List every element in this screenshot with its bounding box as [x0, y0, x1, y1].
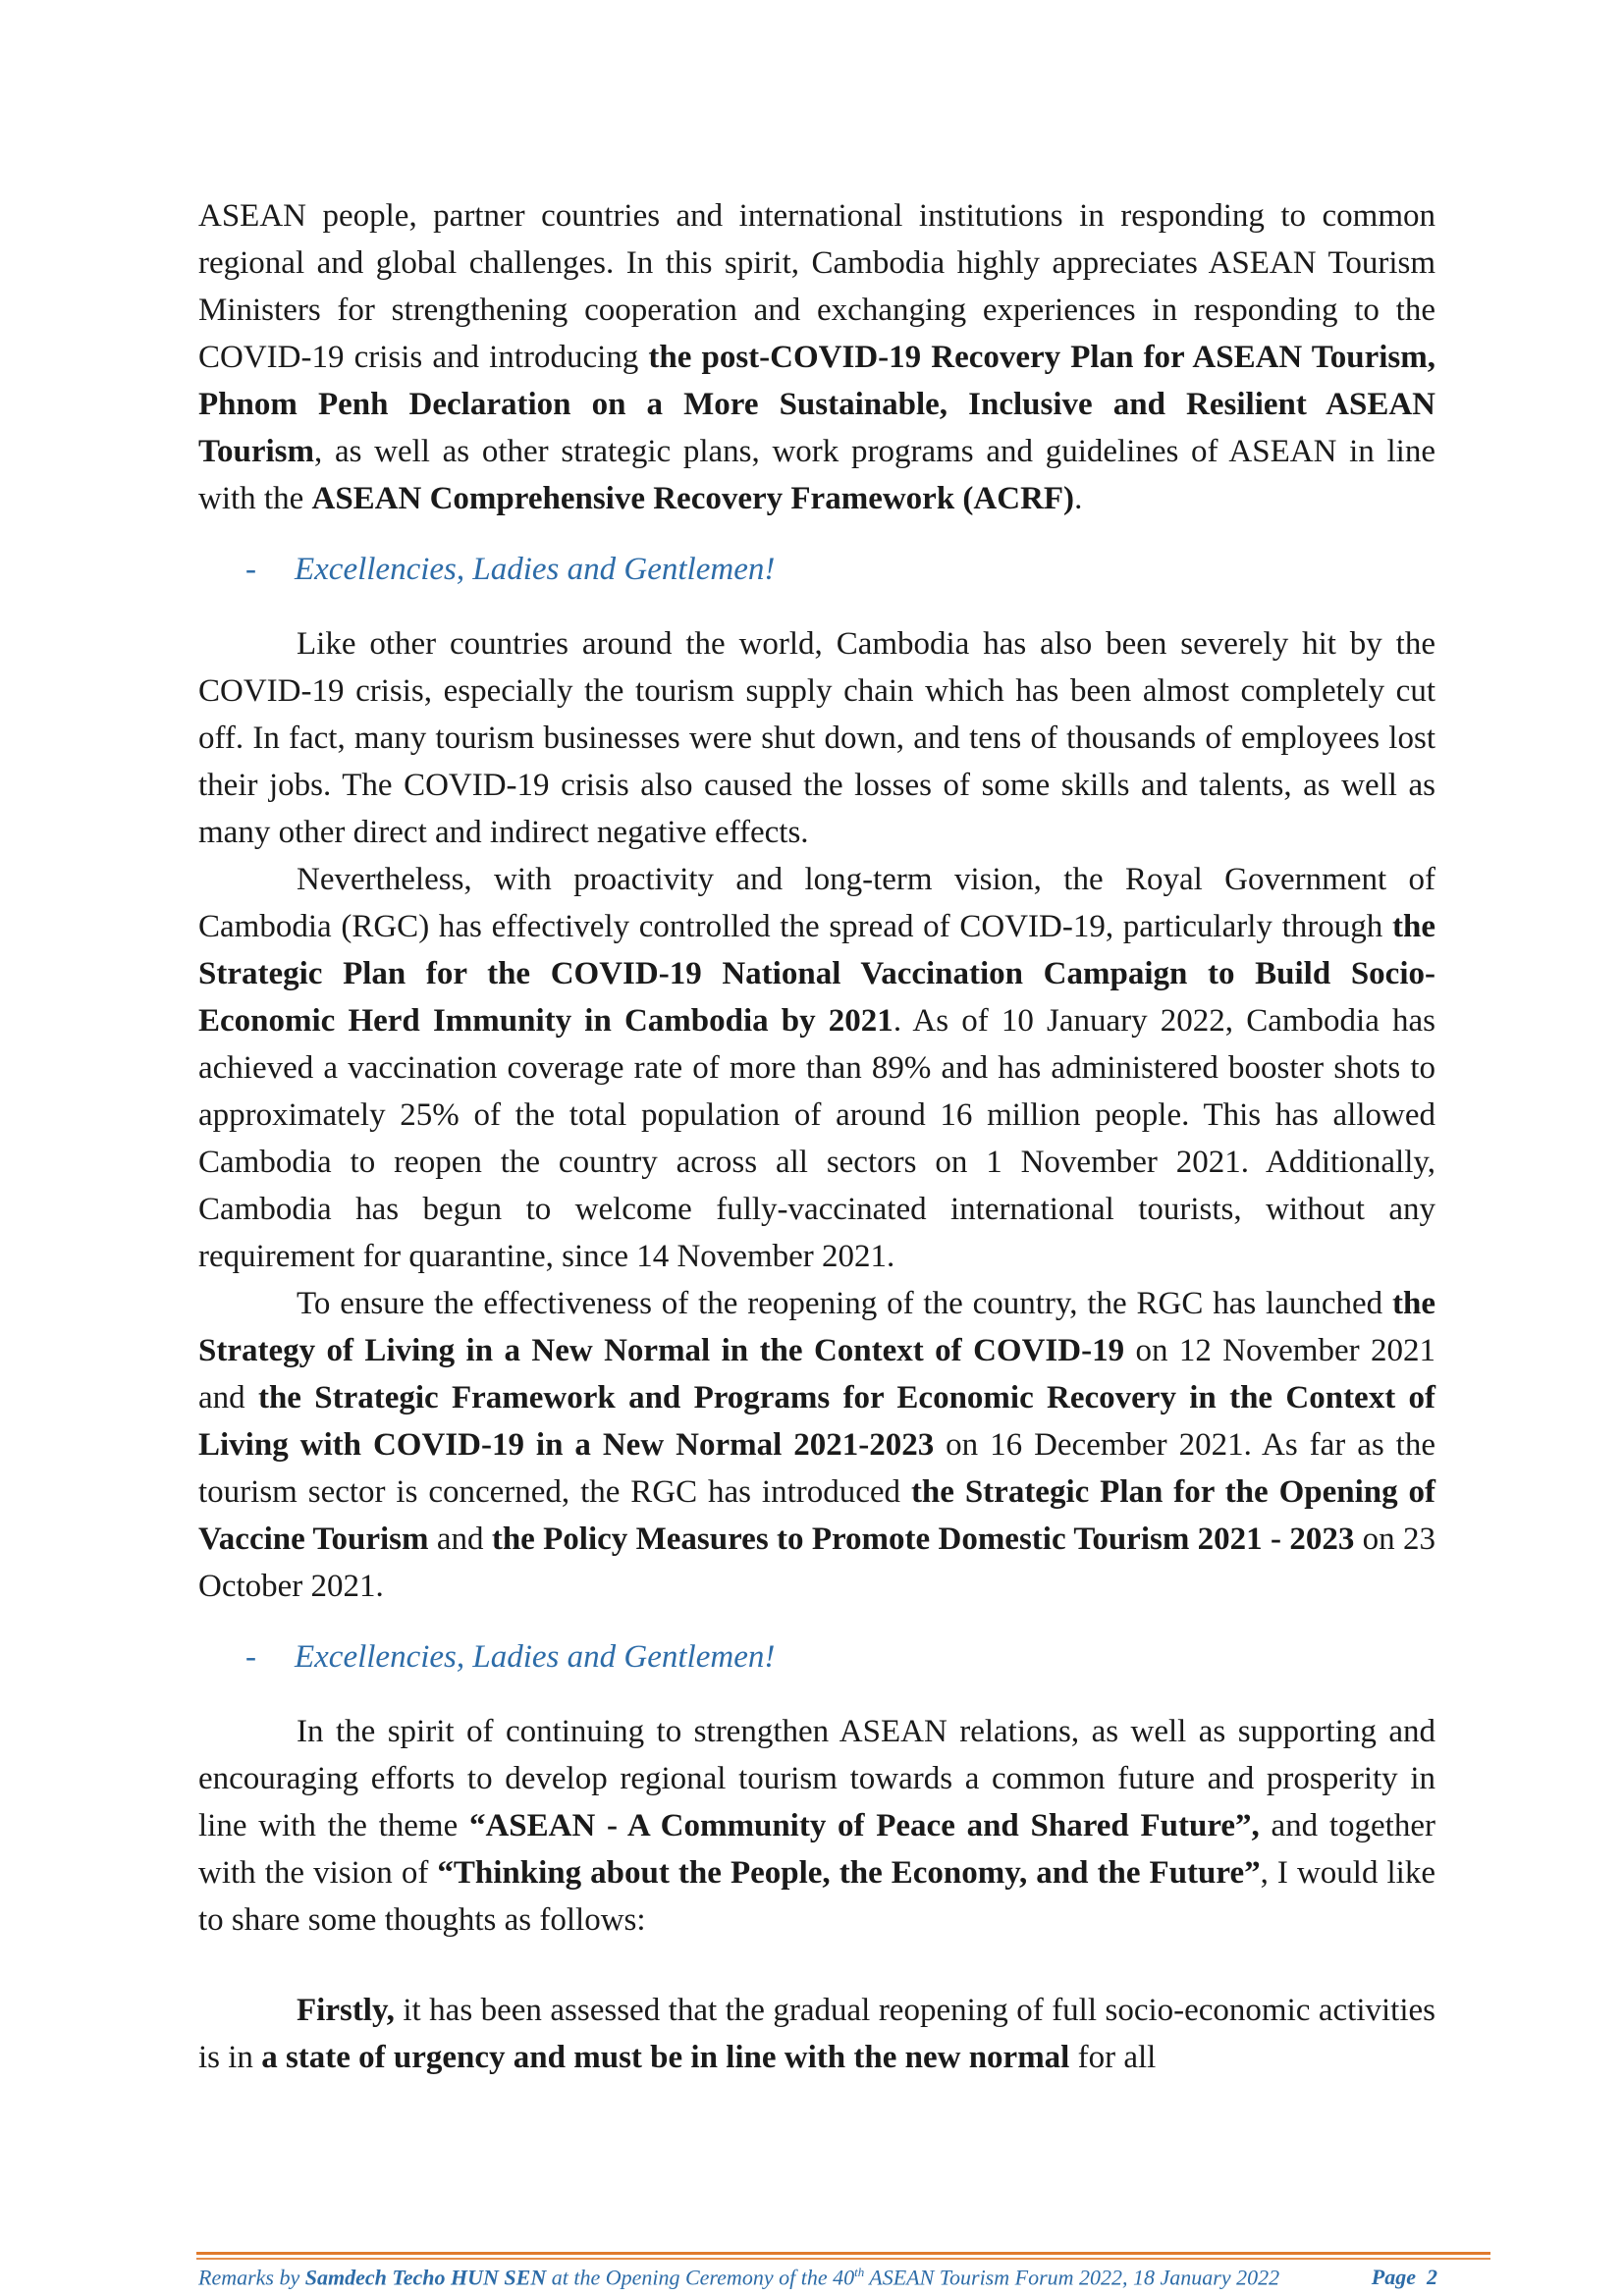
document-body [198, 192, 1435, 2081]
paragraph [198, 1280, 1435, 1610]
page-footer [198, 2265, 1437, 2290]
text-run: and [428, 1522, 492, 1557]
bold-text-run: the Strategic Plan for the Opening of Vaccine Tourism [198, 1474, 1435, 1557]
paragraph [198, 856, 1435, 1280]
bold-text-run: the Strategic Plan for the COVID-19 National Vaccination Campaign to Build Socio-Economic Herd Immunity in Cambodia by 2021 [198, 909, 1435, 1039]
footer-page-label: Page [1371, 2265, 1416, 2290]
text-run: ASEAN people, partner countries and international institutions in responding to common regional and global challenges. In this spirit, Cambodia highly appreciates ASEAN Tourism Ministers for strengthening cooperation and exchanging experiences in responding to the COVID-19 crisis and introducing [198, 198, 1435, 375]
text-run: it has been assessed that the gradual reopening of full socio-economic activities is in [198, 1993, 1435, 2075]
page-number: 2 [1427, 2265, 1437, 2290]
paragraph [198, 1987, 1435, 2081]
salutation-text: Excellencies, Ladies and Gentlemen! [295, 552, 776, 587]
text-run: , I would like to share some thoughts as follows: [198, 1855, 1435, 1938]
footer-page [1372, 2265, 1437, 2290]
paragraph [198, 1708, 1435, 1944]
bold-text-run: Firstly, [297, 1993, 395, 2028]
text-run: In the spirit of continuing to strengthen ASEAN relations, as well as supporting and encouraging efforts to develop regional tourism towards a common future and prosperity in line with the theme [198, 1714, 1435, 1843]
footer-remarks-prefix: Remarks by [198, 2265, 305, 2290]
bold-text-run: the post-COVID-19 Recovery Plan for ASEAN Tourism, Phnom Penh Declaration on a More Sustainable, Inclusive and Resilient ASEAN Tourism [198, 340, 1435, 469]
text-run: on 16 December 2021. As far as the tourism sector is concerned, the RGC has introduced [198, 1427, 1435, 1510]
paragraph [198, 620, 1435, 856]
text-run: , as well as other strategic plans, work programs and guidelines of ASEAN in line with the [198, 434, 1435, 516]
footer-remarks-mid: at the Opening Ceremony of the 40 [546, 2265, 855, 2290]
text-run: To ensure the effectiveness of the reopening of the country, the RGC has launched [297, 1286, 1392, 1321]
footer-rule [196, 2252, 1490, 2260]
text-run: . As of 10 January 2022, Cambodia has achieved a vaccination coverage rate of more than 89% and has administered booster shots to approximately 25% of the total population of around 16 million people. This has allowed Cambodia to reopen the country across all sectors on 1 November 2021. Additionally, Cambodia has begun to welcome fully-vaccinated international tourists, without any requirement for quarantine, since 14 November 2021. [198, 1003, 1435, 1274]
bold-text-run: “Thinking about the People, the Economy, and the Future” [437, 1855, 1261, 1891]
text-run: on 23 October 2021. [198, 1522, 1435, 1604]
paragraph [198, 192, 1435, 522]
bold-text-run: the Strategy of Living in a New Normal in the Context of COVID-19 [198, 1286, 1435, 1368]
footer-remarks-suffix: ASEAN Tourism Forum 2022, 18 January 2022 [864, 2265, 1280, 2290]
salutation [198, 546, 1435, 593]
bullet-dash: - [245, 1639, 256, 1675]
text-run: for all [1069, 2040, 1157, 2075]
salutation [198, 1633, 1435, 1681]
text-run: . [1074, 481, 1083, 516]
footer-remarks [198, 2265, 1279, 2290]
footer-rule-line [196, 2258, 1490, 2260]
bold-text-run: the Strategic Framework and Programs for Economic Recovery in the Context of Living with COVID-19 in a New Normal 2021-2023 [198, 1380, 1435, 1463]
footer-speaker: Samdech Techo HUN SEN [304, 2265, 547, 2290]
text-run: Nevertheless, with proactivity and long-term vision, the Royal Government of Cambodia (RGC) has effectively controlled the spread of COVID-19, particularly through [198, 862, 1435, 944]
bullet-dash: - [245, 552, 256, 587]
footer-rule-line [196, 2252, 1490, 2255]
bold-text-run: a state of urgency and must be in line with the new normal [261, 2040, 1070, 2075]
text-run: on 12 November 2021 and [198, 1333, 1435, 1415]
text-run: and together with the vision of [198, 1808, 1435, 1891]
bold-text-run: ASEAN Comprehensive Recovery Framework (ACRF) [311, 481, 1075, 516]
salutation-text: Excellencies, Ladies and Gentlemen! [295, 1639, 776, 1675]
footer-ordinal: th [854, 2265, 865, 2279]
bold-text-run: “ASEAN - A Community of Peace and Shared Future”, [468, 1808, 1260, 1843]
bold-text-run: the Policy Measures to Promote Domestic Tourism 2021 - 2023 [491, 1522, 1355, 1557]
text-run: Like other countries around the world, Cambodia has also been severely hit by the COVID-19 crisis, especially the tourism supply chain which has been almost completely cut off. In fact, many tourism businesses were shut down, and tens of thousands of employees lost their jobs. The COVID-19 crisis also caused the losses of some skills and talents, as well as many other direct and indirect negative effects. [198, 626, 1435, 850]
